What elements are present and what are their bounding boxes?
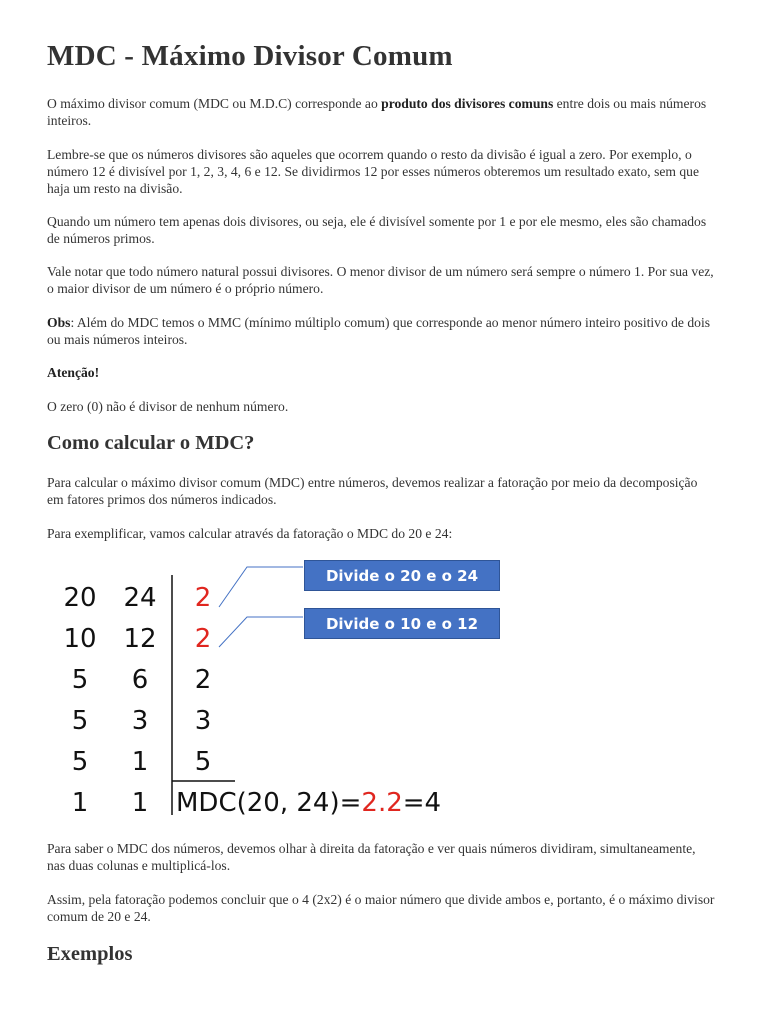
natural-divisors-paragraph: Vale notar que todo número natural possui divisores. O menor divisor de um número será sempre o número 1. Por sua vez, o maior divisor de um número é o próprio número. [47, 264, 714, 296]
section-heading-how-to-calculate: Como calcular o MDC? [47, 432, 255, 454]
result-prefix: MDC(20, 24)= [176, 788, 362, 818]
primes-paragraph: Quando um número tem apenas dois divisores, ou seja, ele é divisível somente por 1 e por ele mesmo, eles são chamados de números primos. [47, 214, 707, 246]
result-factor-a: 2 [361, 788, 378, 818]
callout-divide-10-12: Divide o 10 e o 12 [304, 608, 500, 639]
intro-bold-text: produto dos divisores comuns [381, 96, 554, 111]
dividend-b: 12 [123, 624, 157, 654]
common-prime-divisor: 2 [194, 624, 212, 654]
section-heading-examples: Exemplos [47, 943, 133, 965]
obs-text: : Além do MDC temos o MMC (mínimo múltiplo comum) que corresponde ao menor número inteiro positivo de dois ou mais números inteiros. [47, 315, 711, 347]
dividend-b: 1 [131, 788, 149, 818]
callout-divide-20-24: Divide o 20 e o 24 [304, 560, 500, 591]
divisors-paragraph: Lembre-se que os números divisores são aqueles que ocorrem quando o resto da divisão é igual a zero. Por exemplo, o número 12 é divisível por 1, 2, 3, 4, 6 e 12. Se dividirmos 12 por esses números obteremos um resultado exato, sem que haja um resto na divisão. [47, 147, 700, 196]
callout1-connector [219, 567, 303, 607]
factorization-diagram [55, 555, 515, 835]
mdc-result [176, 788, 441, 818]
calculate-paragraph: Para calcular o máximo divisor comum (MDC) entre números, devemos realizar a fatoração por meio da decomposição em fatores primos dos números indicados. [47, 475, 698, 507]
attention-label: Atenção! [47, 365, 100, 380]
prime-divisor: 3 [194, 706, 212, 736]
dividend-b: 1 [131, 747, 149, 777]
dividend-a: 5 [71, 665, 89, 695]
conclusion-paragraph: Assim, pela fatoração podemos concluir que o 4 (2x2) é o maior número que divide ambos e, portanto, é o máximo divisor comum de 20 e 24. [47, 892, 715, 924]
attention-label-paragraph [47, 364, 717, 381]
dividend-b: 3 [131, 706, 149, 736]
obs-label: Obs [47, 315, 71, 330]
dividend-b: 24 [123, 583, 157, 613]
prime-divisor: 2 [194, 665, 212, 695]
callout2-connector [219, 617, 303, 647]
example-intro-paragraph: Para exemplificar, vamos calcular através da fatoração o MDC do 20 e 24: [47, 526, 453, 541]
intro-text-before: O máximo divisor comum (MDC ou M.D.C) corresponde ao [47, 96, 382, 111]
dividend-a: 20 [63, 583, 97, 613]
prime-divisor: 5 [194, 747, 212, 777]
explanation-paragraph: Para saber o MDC dos números, devemos olhar à direita da fatoração e ver quais números dividiram, simultaneamente, nas duas colunas e multiplicá-los. [47, 841, 696, 873]
result-dot: . [377, 788, 387, 818]
page-title: MDC - Máximo Divisor Comum [47, 40, 453, 72]
result-factor-b: 2 [386, 788, 403, 818]
dividend-a: 1 [71, 788, 89, 818]
result-suffix: =4 [402, 788, 442, 818]
dividend-a: 5 [71, 747, 89, 777]
obs-paragraph [47, 314, 717, 348]
attention-text: O zero (0) não é divisor de nenhum número. [47, 399, 289, 414]
common-prime-divisor: 2 [194, 583, 212, 613]
intro-paragraph [47, 95, 717, 129]
dividend-a: 5 [71, 706, 89, 736]
dividend-a: 10 [63, 624, 97, 654]
intro-text-after: entre dois ou mais números inteiros. [47, 96, 707, 128]
dividend-b: 6 [131, 665, 149, 695]
